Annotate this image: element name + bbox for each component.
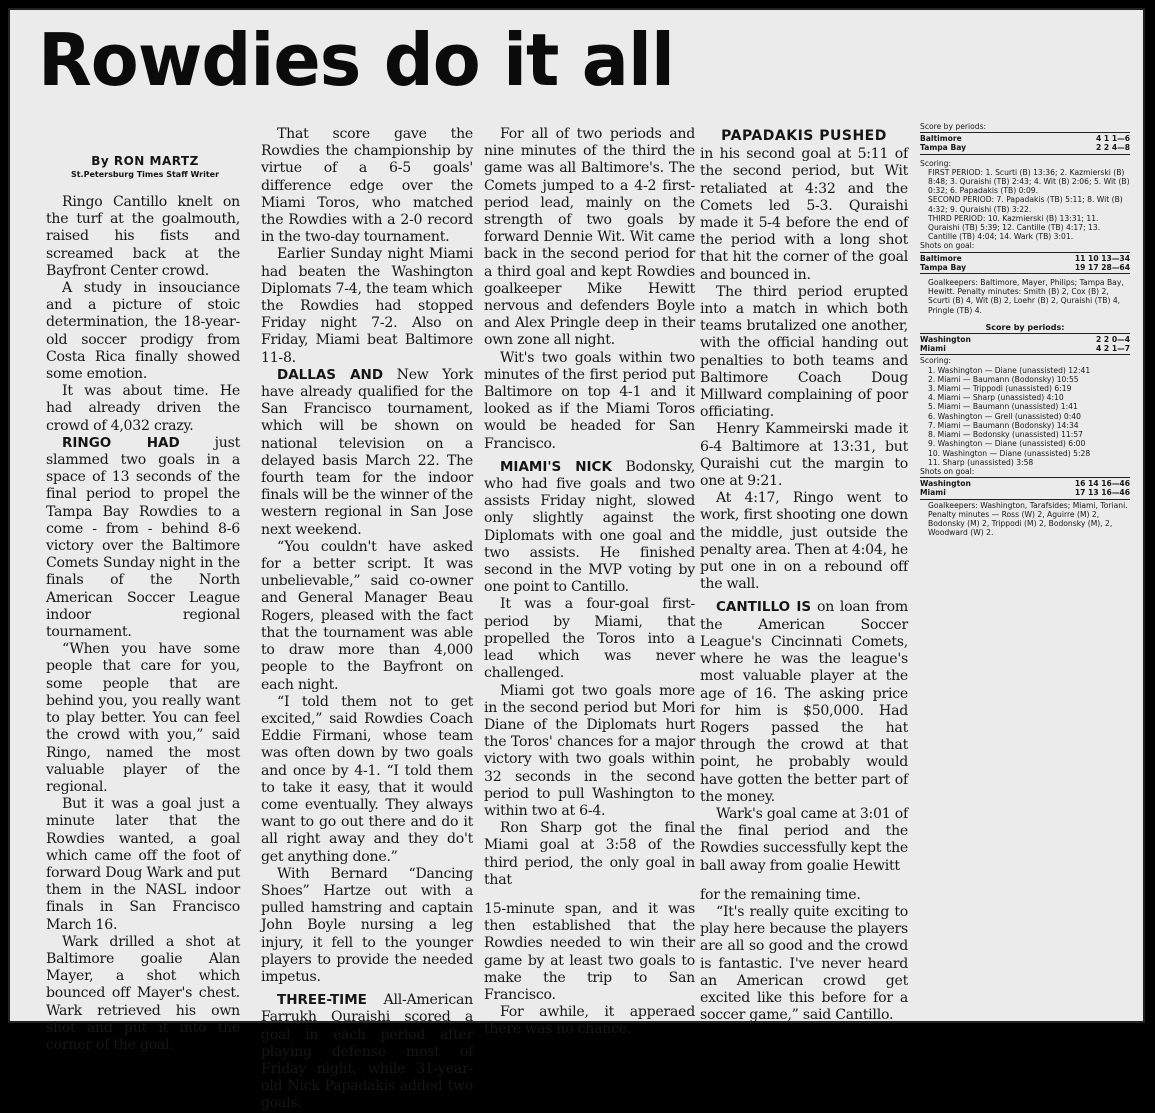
paragraph: “You couldn't have asked for a better script. It was unbelievable,” said co-owner and General Manager Beau Rogers, pleased with the fact that the tournament was able to draw more than 4,000 people to the Bayfront on each night. — [261, 538, 473, 693]
goal-line: 9. Washington — Diane (unassisted) 6:00 — [928, 439, 1086, 449]
shots-total: 19 17 28—64 — [1074, 262, 1130, 272]
goal-line: 7. Miami — Baumann (Bodonsky) 14:34 — [928, 420, 1079, 430]
scoring-period-3: THIRD PERIOD: 10. Kazmierski (B) 13:31; 11. Quraishi (TB) 5:39; 12. Cantille (TB) 4:17; 13. Cantille (TB) 4:04; 14. Wark (TB) 3:01. — [928, 213, 1101, 242]
paragraph: At 4:17, Ringo went to work, first shooting one down the middle, just outside the penalty area. Then at 4:04, he put one in on a rebound off the wall. — [700, 490, 908, 593]
team-score-row — [920, 344, 1130, 353]
goal-line: 8. Miami — Bodonsky (unassisted) 11:57 — [928, 430, 1083, 440]
goal-line: 4. Miami — Sharp (unassisted) 4:10 — [928, 393, 1064, 403]
goal-line: 2. Miami — Baumann (Bodonsky) 10:55 — [928, 374, 1079, 384]
goal-line: 5. Miami — Baumann (unassisted) 1:41 — [928, 402, 1078, 412]
paragraph — [261, 367, 473, 539]
divider — [920, 273, 1130, 274]
team-score-row — [920, 134, 1130, 143]
goal-line: 11. Sharp (unassisted) 3:58 — [928, 457, 1034, 467]
team-score: 4 2 1—7 — [1095, 344, 1130, 354]
divider — [920, 252, 1130, 253]
paragraph: It was about time. He had already driven the crowd of 4,032 crazy. — [46, 383, 240, 434]
paragraph: Earlier Sunday night Miami had beaten the Washington Diplomats 7-4, the team which the Rowdies had stopped Friday night 7-2. Also on Friday, Miami beat Baltimore 11-8. — [261, 246, 473, 366]
team-score-row — [920, 335, 1130, 344]
shots-row — [920, 254, 1130, 263]
paragraph — [46, 435, 240, 641]
goal-line: 6. Washington — Grell (unassisted) 0:40 — [928, 411, 1081, 421]
paragraph: It was a four-goal first-period by Miami, that propelled the Toros into a lead which was never challenged. — [484, 596, 695, 682]
divider — [920, 132, 1130, 133]
paragraph-text: Bodonsky, who had five goals and two assists Friday night, slowed only slightly against the Diplomats with one goal and two assists. He finished second in the MVP voting by one point to Cantillo. — [484, 458, 695, 596]
lead-in: MIAMI'S NICK — [500, 458, 612, 475]
byline — [50, 154, 240, 179]
goal-line: 1. Washington — Diane (unassisted) 12:41 — [928, 365, 1091, 375]
paragraph: “I told them not to get excited,” said Rowdies Coach Eddie Firmani, whose team was often down by two goals and once by 4-1. “I told them to take it easy, that it would come eventually. They always want to go out there and do it all right away and they do't get anything done.” — [261, 693, 473, 865]
paragraph: For all of two periods and nine minutes of the third the game was all Baltimore's. The Comets jumped to a 4-2 first-period lead, mainly on the strength of two goals by forward Dennie Wit. Wit came back in the second period for a third goal and kept Rowdies goalkeeper Mike Hewitt nervous and defenders Boyle and Alex Pringle deep in their own zone all night. — [484, 126, 695, 349]
team-name: Washington — [920, 479, 971, 489]
goalkeepers-notes: Goalkeepers: Baltimore, Mayer, Philips; Tampa Bay, Hewitt. Penalty minutes: Smith (B) 2, Cox (B) 2, Scurti (B) 4, Wit (B) 2, Loehr (B) 2, Quraishi (TB) 4, Pringle (TB) 4. — [928, 278, 1124, 315]
scoring-period-2: SECOND PERIOD: 7. Papadakis (TB) 5:11; 8. Wit (B) 4:32; 9. Quraishi (TB) 3:22. — [928, 195, 1123, 214]
box-score-game-2 — [920, 323, 1130, 537]
team-name: Miami — [920, 344, 946, 354]
paragraph: For awhile, it apperaed there was no chance. — [484, 1004, 695, 1038]
team-name: Miami — [920, 488, 946, 498]
paragraph-text: All-American Farrukh Quraishi scored a goal in each period after playing defense most of Friday night, while 31-year-old Nick Papadakis added two goals. — [261, 992, 473, 1112]
lead-in: DALLAS AND — [277, 366, 384, 383]
team-score: 2 2 0—4 — [1095, 335, 1130, 345]
paragraph: Ringo Cantillo knelt on the turf at the goalmouth, raised his fists and screamed back at the Bayfront Center crowd. — [46, 194, 240, 279]
team-name: Tampa Bay — [920, 262, 967, 272]
team-name: Tampa Bay — [920, 143, 967, 153]
paragraph: for the remaining time. — [700, 886, 861, 903]
team-score: 2 2 4—8 — [1095, 143, 1130, 153]
paragraph: Wark drilled a shot at Baltimore goalie Alan Mayer, a shot which bounced off Mayer's chest. Wark retrieved his own shot and put it into the corner of the goal. — [46, 933, 240, 1053]
paragraph-text: just slammed two goals in a space of 13 seconds of the final period to propel the Tampa Bay Rowdies to a come - from - behind 8-6 victory over the Baltimore Comets Sunday night in the finals of the North American Soccer League indoor regional tournament. — [46, 434, 240, 641]
box-title: Score by periods: — [920, 122, 987, 131]
shots-row — [920, 479, 1130, 488]
goal-line: 10. Washington — Diane (unassisted) 5:28 — [928, 448, 1091, 458]
subhead: PAPADAKIS PUSHED — [721, 128, 887, 144]
team-name: Washington — [920, 335, 971, 345]
paragraph: That score gave the Rowdies the championship by virtue of a 6-5 goals' difference edge over the Miami Toros, who matched the Rowdies with a 2-0 record in the two-day tournament. — [261, 126, 473, 246]
lead-in: CANTILLO IS — [716, 599, 812, 616]
shots-label: Shots on goal: — [920, 466, 975, 476]
article-column-2 — [261, 126, 473, 1113]
scoring-label: Scoring: — [920, 356, 952, 366]
lead-in: RINGO HAD — [62, 434, 180, 451]
headline: Rowdies do it all — [38, 18, 674, 102]
article-column-3 — [484, 126, 695, 1039]
shots-total: 16 14 16—46 — [1074, 479, 1130, 489]
goal-line: 3. Miami — Trippodi (unassisted) 6:19 — [928, 384, 1072, 394]
paragraph: The third period erupted into a match in which both teams brutalized one another, with the official handing out penalties to both teams and Baltimore Coach Doug Millward complaining of poor officiating. — [700, 283, 908, 421]
article-column-4 — [700, 126, 908, 1024]
paragraph: But it was a goal just a minute later that the Rowdies wanted, a goal which came off the foot of forward Doug Wark and put them in the NASL indoor finals in San Francisco March 16. — [46, 796, 240, 933]
team-name: Baltimore — [920, 134, 962, 144]
paragraph: “It's really quite exciting to play here because the players are all so good and the crowd is fantastic. I've never heard an American crowd get excited like this before for a soccer game,” said Cantillo. — [700, 903, 908, 1024]
byline-author: By RON MARTZ — [91, 154, 199, 168]
paragraph: “When you have some people that care for you, some people that are behind you, you really want to play better. You can feel the crowd with you,” said Ringo, named the most valuable player of the regional. — [46, 641, 240, 795]
box-score-game-1 — [920, 122, 1130, 315]
divider — [920, 477, 1130, 478]
shots-total: 11 10 13—34 — [1074, 253, 1130, 263]
team-name: Baltimore — [920, 253, 962, 263]
paragraph: A study in insouciance and a picture of stoic determination, the 18-year-old soccer prodigy from Costa Rica finally showed some emotion. — [46, 280, 240, 383]
paragraph: Ron Sharp got the final Miami goal at 3:58 of the third period, the only goal in that — [484, 820, 695, 888]
team-score-row — [920, 143, 1130, 152]
box-title: Score by periods: — [985, 322, 1065, 332]
paragraph: Henry Kammeirski made it 6-4 Baltimore at 13:31, but Quraishi cut the margin to one at 9:21. — [700, 421, 908, 490]
paragraph: Wark's goal came at 3:01 of the final period and the Rowdies successfully kept the ball away from goalie Hewitt — [700, 805, 908, 874]
scoring-period-1: FIRST PERIOD: 1. Scurti (B) 13:36; 2. Kazmierski (B) 8:48; 3. Quraishi (TB) 2:43; 4. Wit (B) 2:06; 5. Wit (B) 0:32; 6. Papadakis (TB) 0:09. — [928, 167, 1130, 196]
shots-total: 17 13 16—46 — [1074, 488, 1130, 498]
shots-row — [920, 488, 1130, 497]
byline-affiliation: St.Petersburg Times Staff Writer — [70, 170, 220, 179]
paragraph: Miami got two goals more in the second period but Mori Diane of the Diplomats hurt the Toros' chances for a major victory with two goals within 32 seconds in the second period to pull Washington to within two at 6-4. — [484, 682, 695, 819]
paragraph: in his second goal at 5:11 of the second period, but Wit retaliated at 4:32 and the Comets led 5-3. Quraishi made it 5-4 before the end of the period with a long shot that hit the corner of the goal and bounced in. — [700, 146, 908, 283]
team-score: 4 1 1—6 — [1095, 134, 1130, 144]
paragraph-text: on loan from the American Soccer League's Cincinnati Comets, where he was the league's most valuable player at the age of 16. The asking price for him is $50,000. Had Rogers passed the hat through the crowd at that point, he probably would have gotten the better part of the money. — [700, 599, 908, 805]
divider — [920, 354, 1130, 355]
paragraph — [700, 599, 908, 805]
lead-in: THREE-TIME — [277, 992, 367, 1009]
paragraph-text: New York have already qualified for the San Francisco tournament, which will be shown on national television on a delayed basis March 22. The fourth team for the indoor finals will be the winner of the western regional in San Jose next weekend. — [261, 366, 474, 538]
paragraph: With Bernard “Dancing Shoes” Hartze out with a pulled hamstring and captain John Boyle nursing a leg injury, it fell to the younger players to provide the needed impetus. — [261, 865, 473, 985]
paragraph — [484, 459, 695, 597]
divider — [920, 154, 1130, 155]
box-score — [920, 122, 1130, 537]
shots-label: Shots on goal: — [920, 241, 975, 251]
article-column-1 — [46, 194, 240, 1054]
newspaper-clipping — [8, 8, 1145, 1112]
scoring-label: Scoring: — [920, 158, 952, 168]
divider — [920, 333, 1130, 334]
shots-row — [920, 263, 1130, 272]
goalkeepers-notes: Goalkeepers: Washington, Tarafsides; Miami, Toriani. Penalty minutes — Ross (W) 2, Aguirre (M) 2, Bodonsky (M) 2, Trippodi (M) 2, Bodonsky (M), 2, Woodward (W) 2. — [928, 500, 1128, 538]
paragraph: Wit's two goals within two minutes of the first period put Baltimore on top 4-1 and it looked as if the Miami Toros would be headed for San Francisco. — [484, 349, 695, 452]
paragraph: 15-minute span, and it was then established that the Rowdies needed to win their game by at least two goals to make the trip to San Francisco. — [484, 900, 695, 1003]
paragraph — [261, 992, 473, 1112]
divider — [920, 499, 1130, 500]
